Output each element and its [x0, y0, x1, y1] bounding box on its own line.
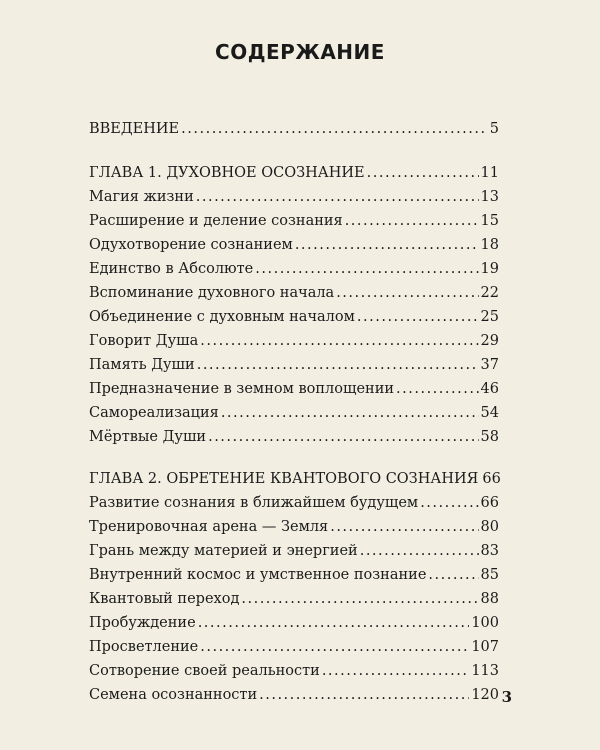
- toc-entry-page: 13: [480, 189, 499, 205]
- toc-entry[interactable]: [89, 539, 499, 563]
- toc-entry[interactable]: [89, 377, 499, 401]
- toc-chapter-page: 11: [480, 165, 499, 181]
- dot-leader: [330, 515, 478, 539]
- toc-chapter-2[interactable]: [89, 467, 499, 491]
- dot-leader: [360, 539, 479, 563]
- toc-entry-title: Единство в Абсолюте: [89, 261, 254, 277]
- toc-entry-page: 83: [480, 543, 499, 559]
- toc-entry[interactable]: [89, 587, 499, 611]
- toc-entry-title: Тренировочная арена — Земля: [89, 519, 329, 535]
- dot-leader: [255, 257, 478, 281]
- toc-entry-title: Говорит Душа: [89, 333, 199, 349]
- toc-entry-title: Самореализация: [89, 405, 219, 421]
- dot-leader: [345, 209, 479, 233]
- toc-entry[interactable]: [89, 185, 499, 209]
- dot-leader: [367, 161, 479, 185]
- toc-entry-title: Вспоминание духовного начала: [89, 285, 335, 301]
- toc-entry-page: 107: [471, 639, 499, 655]
- toc-entry[interactable]: [89, 635, 499, 659]
- toc-chapter-title: ГЛАВА 1. ДУХОВНОЕ ОСОЗНАНИЕ: [89, 165, 365, 181]
- toc-entry[interactable]: [89, 401, 499, 425]
- toc-entry[interactable]: [89, 257, 499, 281]
- toc-entry-page: 25: [480, 309, 499, 325]
- toc-entry-page: 18: [480, 237, 499, 253]
- dot-leader: [322, 659, 470, 683]
- toc-entry-page: 85: [480, 567, 499, 583]
- toc-entry-title: Развитие сознания в ближайшем будущем: [89, 495, 419, 511]
- toc-entry-title: Расширение и деление сознания: [89, 213, 343, 229]
- page-number: 3: [501, 688, 512, 706]
- dot-leader: [420, 491, 478, 515]
- toc-entry-page: 66: [480, 495, 499, 511]
- dot-leader: [198, 611, 470, 635]
- toc-entry-title: Семена осознанности: [89, 687, 258, 703]
- toc-entry[interactable]: [89, 659, 499, 683]
- dot-leader: [357, 305, 479, 329]
- dot-leader: [196, 185, 479, 209]
- toc-entry[interactable]: [89, 611, 499, 635]
- toc-entry-title: Объединение с духовным началом: [89, 309, 355, 325]
- toc-entry-page: 46: [480, 381, 499, 397]
- toc-entry[interactable]: [89, 233, 499, 257]
- toc-entry-page: 37: [480, 357, 499, 373]
- toc-entry[interactable]: [89, 683, 499, 707]
- toc-entry-title: ВВЕДЕНИЕ: [89, 121, 180, 137]
- dot-leader: [181, 117, 488, 141]
- dot-leader: [295, 233, 479, 257]
- toc-entry-page: 100: [471, 615, 499, 631]
- toc-entry[interactable]: [89, 491, 499, 515]
- toc-entry-page: 5: [489, 121, 499, 137]
- toc-entry-page: 80: [480, 519, 499, 535]
- toc-entry-page: 113: [471, 663, 499, 679]
- toc-entry[interactable]: [89, 209, 499, 233]
- toc-entry-page: 15: [480, 213, 499, 229]
- toc-entry-page: 22: [480, 285, 499, 301]
- dot-leader: [197, 353, 479, 377]
- page-title: СОДЕРЖАНИЕ: [215, 40, 385, 64]
- toc-entry-intro[interactable]: [89, 117, 499, 141]
- toc-entry-page: 29: [480, 333, 499, 349]
- toc-entry-title: Сотворение своей реальности: [89, 663, 320, 679]
- toc-entry-page: 19: [480, 261, 499, 277]
- toc-entry-title: Пробуждение: [89, 615, 196, 631]
- table-of-contents: [89, 117, 499, 707]
- toc-entry-title: Мёртвые Души: [89, 429, 207, 445]
- dot-leader: [428, 563, 478, 587]
- toc-chapter-1[interactable]: [89, 161, 499, 185]
- toc-entry-page: 88: [480, 591, 499, 607]
- toc-entry[interactable]: [89, 515, 499, 539]
- toc-entry-title: Просветление: [89, 639, 199, 655]
- toc-entry-page: 58: [480, 429, 499, 445]
- toc-entry-page: 120: [471, 687, 499, 703]
- toc-entry[interactable]: [89, 563, 499, 587]
- toc-entry-title: Внутренний космос и умственное познание: [89, 567, 427, 583]
- toc-entry-title: Предназначение в земном воплощении: [89, 381, 395, 397]
- toc-entry[interactable]: [89, 281, 499, 305]
- toc-entry-title: Память Души: [89, 357, 195, 373]
- toc-entry-title: Грань между материей и энергией: [89, 543, 358, 559]
- toc-chapter-title: ГЛАВА 2. ОБРЕТЕНИЕ КВАНТОВОГО СОЗНАНИЯ: [89, 471, 479, 487]
- toc-entry[interactable]: [89, 353, 499, 377]
- dot-leader: [241, 587, 478, 611]
- toc-entry[interactable]: [89, 305, 499, 329]
- toc-chapter-page: 66: [482, 471, 501, 487]
- dot-leader: [336, 281, 478, 305]
- toc-entry[interactable]: [89, 425, 499, 449]
- toc-entry-title: Магия жизни: [89, 189, 194, 205]
- toc-entry[interactable]: [89, 329, 499, 353]
- toc-entry-page: 54: [480, 405, 499, 421]
- dot-leader: [208, 425, 478, 449]
- dot-leader: [200, 635, 469, 659]
- dot-leader: [221, 401, 479, 425]
- dot-leader: [396, 377, 479, 401]
- toc-entry-title: Квантовый переход: [89, 591, 240, 607]
- toc-entry-title: Одухотворение сознанием: [89, 237, 293, 253]
- dot-leader: [259, 683, 469, 707]
- dot-leader: [200, 329, 478, 353]
